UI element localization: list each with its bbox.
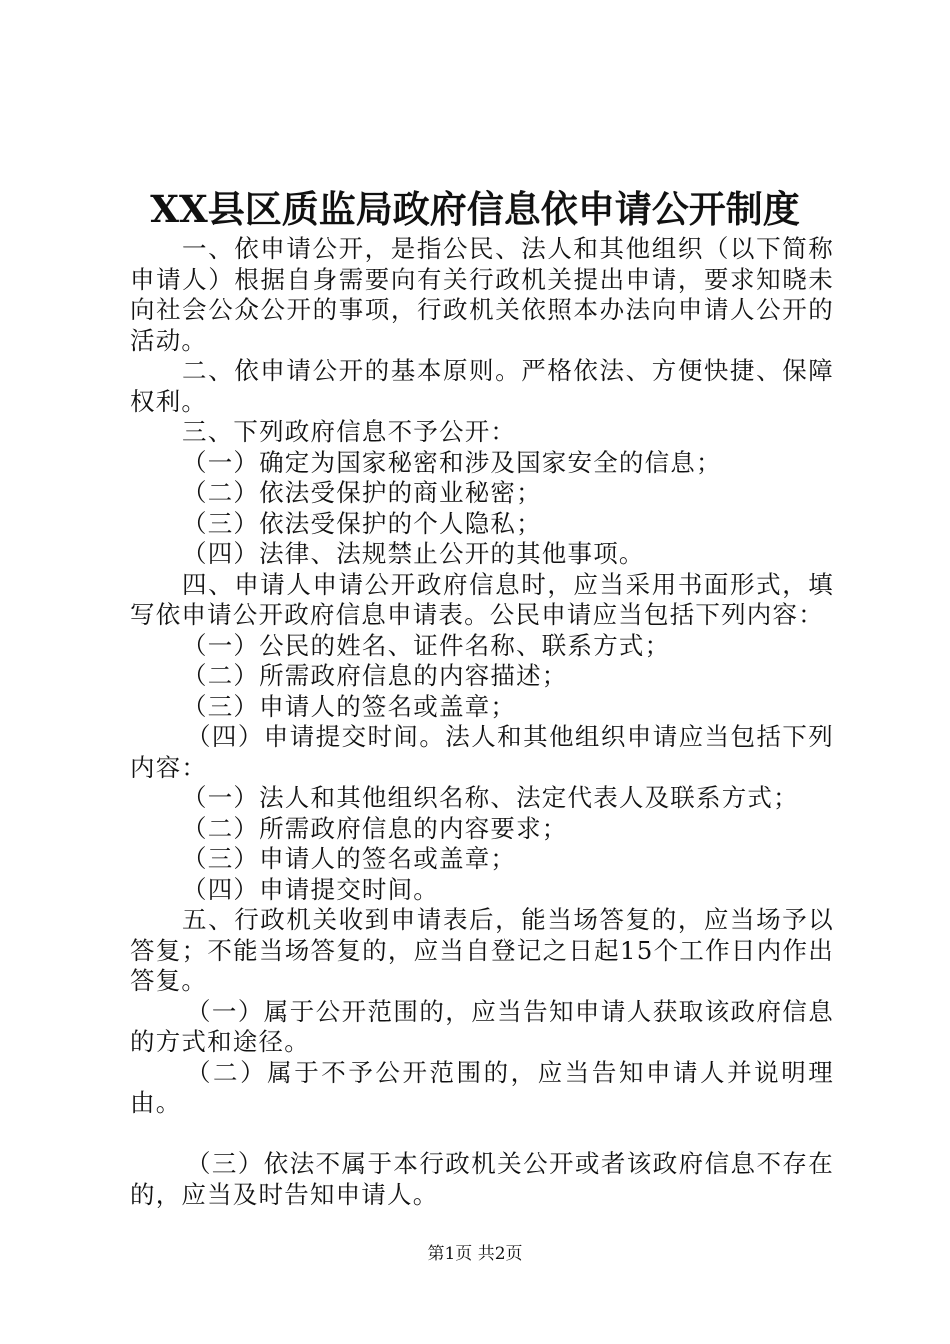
paragraph-2: 二、依申请公开的基本原则。严格依法、方便快捷、保障权利。 xyxy=(130,356,834,416)
paragraph-4: 四、申请人申请公开政府信息时，应当采用书面形式，填写依申请公开政府信息申请表。公民申请应当包括下列内容： xyxy=(130,569,834,629)
paragraph-3-item-1: （一）确定为国家秘密和涉及国家安全的信息； xyxy=(182,447,722,477)
paragraph-5: 五、行政机关收到申请表后，能当场答复的，应当场予以答复；不能当场答复的，应当自登记之日起15个工作日内作出答复。 xyxy=(130,905,834,995)
paragraph-3-item-3: （三）依法受保护的个人隐私； xyxy=(182,508,542,538)
paragraph-4-item-2: （二）所需政府信息的内容描述； xyxy=(182,661,568,690)
paragraph-4-item-1: （一）公民的姓名、证件名称、联系方式； xyxy=(182,630,671,660)
paragraph-5-item-3: （三）依法不属于本行政机关公开或者该政府信息不存在的，应当及时告知申请人。 xyxy=(130,1149,834,1209)
paragraph-4-org-item-2: （二）所需政府信息的内容要求； xyxy=(182,813,568,843)
paragraph-4-org-item-1: （一）法人和其他组织名称、法定代表人及联系方式； xyxy=(182,783,799,812)
page-footer: 第1页 共2页 xyxy=(427,1244,523,1264)
paragraph-3-item-2: （二）依法受保护的商业秘密； xyxy=(182,478,542,507)
document-title: XX县区质监局政府信息依申请公开制度 xyxy=(150,187,800,231)
paragraph-4-item-4: （四）申请提交时间。法人和其他组织申请应当包括下列内容： xyxy=(130,722,834,782)
paragraph-4-item-3: （三）申请人的签名或盖章； xyxy=(182,691,517,721)
paragraph-4-org-item-4: （四）申请提交时间。 xyxy=(182,874,439,904)
paragraph-4-org-item-3: （三）申请人的签名或盖章； xyxy=(182,844,517,873)
paragraph-3-item-4: （四）法律、法规禁止公开的其他事项。 xyxy=(182,539,645,568)
paragraph-5-item-2: （二）属于不予公开范围的，应当告知申请人并说明理由。 xyxy=(130,1057,834,1117)
paragraph-1: 一、依申请公开，是指公民、法人和其他组织（以下简称申请人）根据自身需要向有关行政机关提出申请，要求知晓未向社会公众公开的事项，行政机关依照本办法向申请人公开的活动。 xyxy=(130,234,834,355)
blank-line xyxy=(130,1119,834,1150)
paragraph-5-item-1: （一）属于公开范围的，应当告知申请人获取该政府信息的方式和途径。 xyxy=(130,996,834,1056)
paragraph-3: 三、下列政府信息不予公开： xyxy=(182,417,517,446)
document-body xyxy=(130,234,834,1210)
